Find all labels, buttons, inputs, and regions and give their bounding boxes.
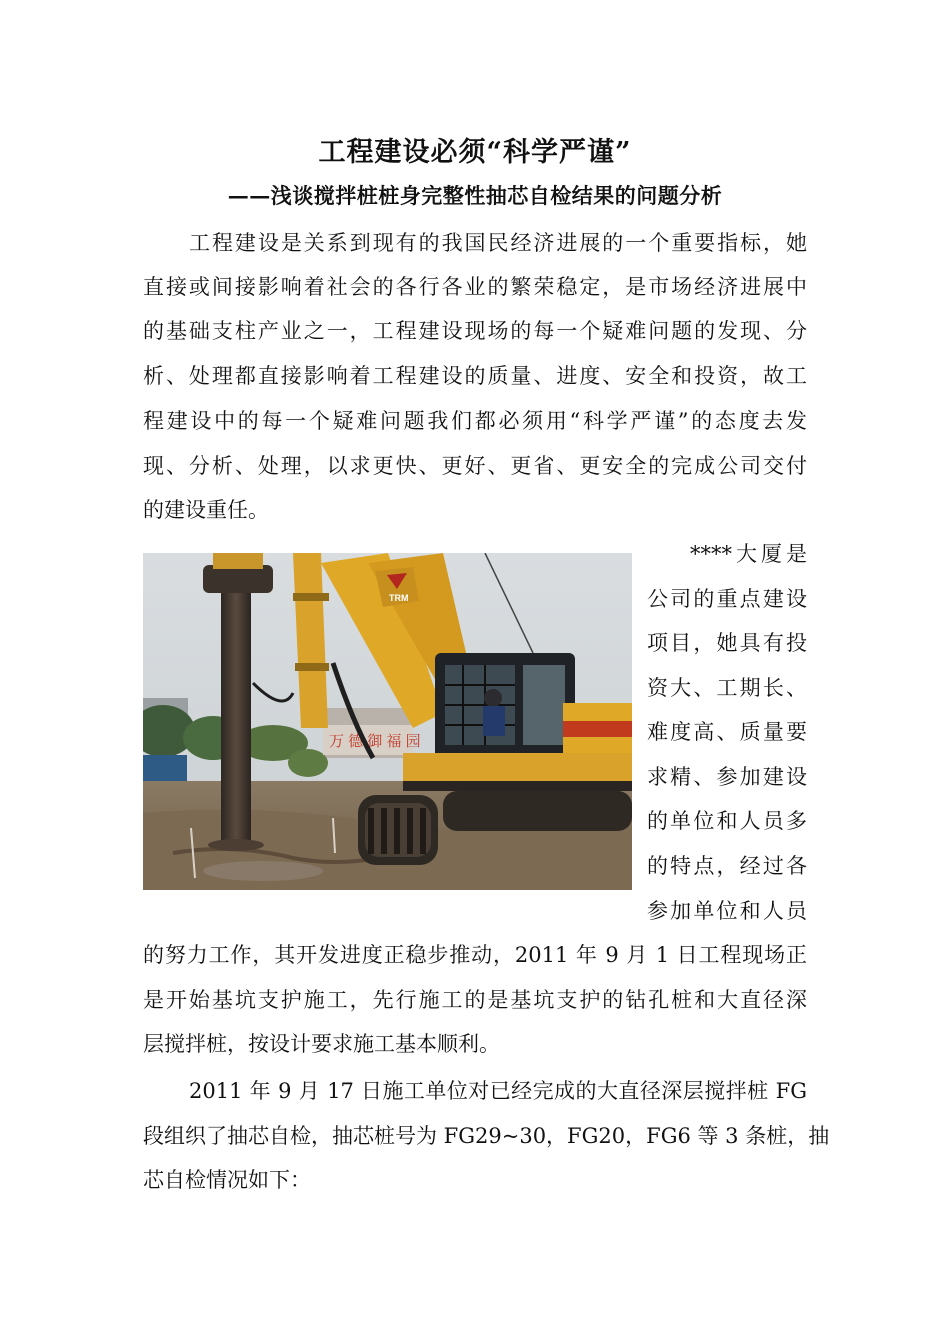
drilling-rig-photo [143,553,632,890]
paragraph2-line: 是开始基坑支护施工，先行施工的是基坑支护的钻孔桩和大直径深 [143,988,807,1012]
side-text-line: 参加单位和人员 [647,899,807,923]
side-text-line: 项目，她具有投 [647,631,807,655]
paragraph1-line: 析、处理都直接影响着工程建设的质量、进度、安全和投资，故工 [143,364,807,388]
machine-logo-text: TRM [389,593,409,603]
side-text-line: 资大、工期长、 [647,676,807,700]
paragraph2-line: 的努力工作，其开发进度正稳步推动，2011 年 9 月 1 日工程现场正 [143,943,807,967]
sign-text: 万 德 御 福 园 [329,733,421,750]
paragraph2-line: 层搅拌桩，按设计要求施工基本顺利。 [143,1032,500,1056]
side-text-line: 难度高、质量要 [647,720,807,744]
side-text-line: 求精、参加建设 [647,765,807,789]
paragraph1-line: 程建设中的每一个疑难问题我们都必须用“科学严谨”的态度去发 [143,409,807,433]
side-text-line: 的单位和人员多 [647,809,807,833]
document-subtitle: ——浅谈搅拌桩桩身完整性抽芯自检结果的问题分析 [227,183,723,208]
paragraph3-line: 芯自检情况如下： [143,1168,311,1192]
side-text-line: 的特点，经过各 [647,854,807,878]
paragraph3-line: 2011 年 9 月 17 日施工单位对已经完成的大直径深层搅拌桩 FG [189,1079,807,1103]
paragraph1-line: 现、分析、处理，以求更快、更好、更省、更安全的完成公司交付 [143,454,807,478]
paragraph1-line: 直接或间接影响着社会的各行各业的繁荣稳定，是市场经济进展中 [143,275,807,299]
document-title: 工程建设必须“科学严谨” [318,137,632,168]
paragraph3-line: 段组织了抽芯自检，抽芯桩号为 FG29~30，FG20，FG6 等 3 条桩，抽 [143,1124,830,1148]
paragraph1-line: 工程建设是关系到现有的我国民经济进展的一个重要指标，她 [189,231,807,255]
side-text-line: ****大厦是 [690,542,807,566]
paragraph1-line: 的建设重任。 [143,498,269,522]
side-text-line: 公司的重点建设 [647,587,807,611]
paragraph1-line: 的基础支柱产业之一，工程建设现场的每一个疑难问题的发现、分 [143,319,807,343]
